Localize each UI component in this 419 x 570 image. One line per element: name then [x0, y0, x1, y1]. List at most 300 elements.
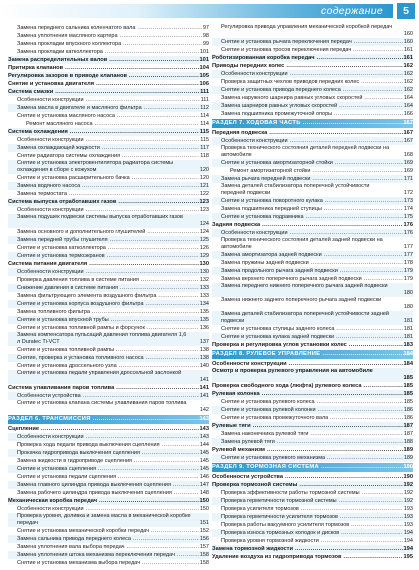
toc-entry-title: Снятие и установка рулевого механизма .....: [212, 454, 413, 462]
toc-entry-title: Снятие и установка ступицы заднего колеса .....: [212, 325, 413, 333]
toc-entry-page: 192: [403, 482, 413, 488]
toc-entry-title: Роботизированная коробка передач .....: [212, 54, 413, 62]
toc-entry[interactable]: [8, 332, 209, 346]
toc-entry[interactable]: [8, 543, 209, 551]
toc-entry-page: 136: [199, 325, 209, 331]
toc-entry-title: Замена переднего сальника коленчатого вала .....: [8, 24, 209, 32]
toc-entry-title: Снятие и установка электровентилятора радиатора системы охлаждения в сборе с кожухом: [17, 160, 174, 173]
toc-entry-title: Снятие, проверка и установка топливного насоса .....: [8, 354, 209, 362]
toc-entry[interactable]: [8, 174, 209, 182]
toc-entry-page: 176: [403, 222, 413, 228]
toc-entry[interactable]: [212, 251, 413, 259]
toc-entry-title: Система смазки .....: [8, 88, 209, 96]
toc-entry-title: Особенности устройства .....: [8, 392, 209, 400]
toc-entry-title: Замена уплотнения вала выбора передач .....: [8, 543, 209, 551]
toc-entry-page: 130: [199, 269, 209, 275]
toc-entry-page: 162: [403, 87, 413, 93]
toc-entry-page: 186: [403, 407, 413, 413]
toc-entry-page: 160: [403, 31, 413, 37]
toc-entry-page: 104: [199, 65, 209, 71]
toc-chapter-entry[interactable]: [212, 221, 413, 229]
toc-entry-page: 167: [403, 130, 413, 136]
toc-entry-title: Замена уплотнения штока механизма переключения передач .....: [8, 551, 209, 559]
toc-entry-title: Замена термостата .....: [8, 190, 209, 198]
toc-chapter-entry[interactable]: [8, 128, 209, 136]
toc-entry[interactable]: [212, 70, 413, 78]
toc-entry-title: Замена основного и дополнительного глушителей .....: [8, 228, 209, 236]
toc-entry[interactable]: [212, 46, 413, 54]
toc-entry-title: Регулировка привода управления механической коробкой передач: [221, 24, 393, 30]
toc-entry[interactable]: [8, 489, 209, 497]
toc-entry[interactable]: [212, 145, 413, 159]
toc-entry-title: Ремонт масляного насоса .....: [8, 120, 209, 128]
toc-entry-page: 130: [199, 261, 209, 267]
toc-entry-page: 135: [199, 317, 209, 323]
toc-entry-title: Снятие радиатора системы охлаждения .....: [8, 152, 209, 160]
toc-entry[interactable]: [8, 276, 209, 284]
toc-entry-title: РАЗДЕЛ 9. ТОРМОЗНАЯ СИСТЕМА .....: [212, 463, 413, 472]
toc-entry[interactable]: [8, 268, 209, 276]
toc-entry-title: Снятие и установка педали сцепления .....: [8, 473, 209, 481]
toc-entry[interactable]: [8, 24, 209, 32]
toc-chapter-entry[interactable]: [8, 198, 209, 206]
toc-chapter-entry[interactable]: [8, 80, 209, 88]
toc-chapter-entry[interactable]: [8, 64, 209, 72]
toc-entry-title: Замена шарниров равных угловых скоростей .....: [212, 102, 413, 110]
toc-section-heading[interactable]: [212, 463, 413, 472]
toc-entry-page: 117: [200, 145, 209, 151]
toc-entry[interactable]: [8, 316, 209, 324]
toc-entry-page: 162: [403, 79, 413, 85]
toc-entry-title: Снятие и установка кулака задней подвески .....: [212, 333, 413, 341]
toc-entry[interactable]: [8, 324, 209, 332]
toc-entry[interactable]: [8, 535, 209, 543]
toc-entry-page: 114: [200, 121, 209, 127]
toc-entry-page: 168: [403, 152, 413, 158]
toc-chapter-entry[interactable]: [212, 545, 413, 553]
toc-entry[interactable]: [8, 120, 209, 128]
toc-entry-page: 132: [199, 277, 209, 283]
toc-entry-page: 125: [199, 237, 209, 243]
toc-entry-title: Замена фильтрующего элемента воздушного фильтра .....: [8, 292, 209, 300]
toc-entry[interactable]: [212, 78, 413, 86]
toc-chapter-entry[interactable]: [8, 425, 209, 433]
toc-entry[interactable]: [212, 229, 413, 237]
toc-entry[interactable]: [8, 214, 209, 228]
toc-entry[interactable]: [8, 392, 209, 400]
toc-entry-title: Снятие и установка рычага переключения передач .....: [212, 38, 413, 46]
toc-entry-page: 123: [199, 207, 209, 213]
toc-entry-page: 185: [403, 383, 413, 389]
toc-entry[interactable]: [212, 275, 413, 283]
toc-entry[interactable]: [212, 159, 413, 167]
toc-entry[interactable]: [212, 183, 413, 197]
toc-entry-title: Замена распределительных валов .....: [8, 56, 209, 64]
toc-entry-page: 145: [199, 458, 209, 464]
toc-entry-title: Замена уплотнения масляного картера .....: [8, 32, 209, 40]
toc-chapter-entry[interactable]: [212, 473, 413, 481]
toc-entry-title: Замена продольного рычага задней подвески .....: [212, 267, 413, 275]
toc-entry[interactable]: [212, 311, 413, 325]
toc-entry-page: 105: [199, 73, 209, 79]
toc-entry[interactable]: [8, 96, 209, 104]
toc-entry-title: Проверка защитных чехлов приводов передних колес .....: [212, 78, 413, 86]
toc-entry[interactable]: [212, 38, 413, 46]
toc-entry[interactable]: [212, 167, 413, 175]
header-title: содержание: [321, 5, 383, 17]
toc-entry-page: 174: [403, 206, 413, 212]
toc-chapter-entry[interactable]: [212, 382, 413, 390]
toc-entry[interactable]: [212, 24, 413, 38]
toc-entry-page: 101: [199, 49, 209, 55]
toc-entry-title: РАЗДЕЛ 7. ХОДОВАЯ ЧАСТЬ .....: [212, 119, 413, 128]
toc-entry-page: 181: [403, 334, 413, 340]
toc-entry[interactable]: [8, 559, 209, 567]
toc-entry-title: Притирка клапанов .....: [8, 64, 209, 72]
toc-chapter-entry[interactable]: [8, 56, 209, 64]
toc-entry-page: 135: [199, 309, 209, 315]
toc-chapter-entry[interactable]: [8, 497, 209, 505]
toc-entry-page: 143: [199, 434, 209, 440]
toc-entry-page: 167: [403, 120, 413, 126]
toc-entry[interactable]: [212, 94, 413, 102]
toc-entry[interactable]: [212, 259, 413, 267]
toc-entry-page: 187: [403, 431, 413, 437]
toc-entry-page: 158: [199, 560, 209, 566]
toc-entry-page: 144: [199, 442, 209, 448]
toc-entry-title: Система охлаждения .....: [8, 128, 209, 136]
toc-entry-page: 189: [403, 447, 413, 453]
toc-entry[interactable]: [212, 267, 413, 275]
toc-entry-title: Проверка эффективности работы тормозной системы .....: [212, 489, 413, 497]
toc-entry-title: Снятие и установка дроссельного узла .....: [8, 362, 209, 370]
toc-entry[interactable]: [8, 228, 209, 236]
toc-entry[interactable]: [212, 175, 413, 183]
toc-entry-page: 189: [403, 455, 413, 461]
toc-entry-page: 121: [199, 183, 209, 189]
toc-entry-title: Проверка технического состояния деталей задней подвески на автомобиле: [221, 237, 383, 250]
toc-entry-page: 99: [202, 41, 209, 47]
toc-chapter-entry[interactable]: [212, 390, 413, 398]
toc-entry-page: 146: [199, 474, 209, 480]
toc-entry-page: 141: [199, 393, 209, 399]
toc-chapter-entry[interactable]: [212, 481, 413, 489]
toc-entry-title: Снятие и установка педали управления дроссельной заслонкой: [17, 370, 182, 376]
toc-entry[interactable]: [8, 354, 209, 362]
toc-entry[interactable]: [212, 454, 413, 462]
toc-entry[interactable]: [212, 137, 413, 145]
toc-entry-page: 134: [199, 301, 209, 307]
toc-entry[interactable]: [8, 465, 209, 473]
toc-entry[interactable]: [212, 505, 413, 513]
toc-entry-page: 171: [403, 176, 413, 182]
toc-entry[interactable]: [8, 136, 209, 144]
toc-entry-page: 179: [403, 276, 413, 282]
toc-entry-page: 164: [403, 103, 413, 109]
toc-entry[interactable]: [212, 110, 413, 118]
toc-entry-page: 152: [199, 528, 209, 534]
toc-entry-title: Замена передней трубы глушителя .....: [8, 236, 209, 244]
toc-entry-page: 143: [199, 416, 209, 422]
toc-entry-title: Замена охлаждающей жидкости .....: [8, 144, 209, 152]
toc-entry[interactable]: [8, 433, 209, 441]
toc-entry-page: 187: [403, 423, 413, 429]
toc-entry-title: Снятие и установка поворотного кулака .....: [212, 197, 413, 205]
toc-section-heading[interactable]: [212, 350, 413, 359]
toc-entry[interactable]: [8, 481, 209, 489]
toc-entry-page: 133: [199, 285, 209, 291]
toc-entry[interactable]: [8, 32, 209, 40]
toc-entry-title: Система выпуска отработавших газов .....: [8, 198, 209, 206]
toc-entry[interactable]: [212, 489, 413, 497]
toc-entry-title: Особенности конструкции .....: [8, 96, 209, 104]
toc-entry-title: Снятие и установка механической коробки передач .....: [8, 527, 209, 535]
toc-entry-page: 118: [200, 153, 209, 159]
toc-entry-title: Механическая коробка передач .....: [8, 497, 209, 505]
toc-entry-title: Замена рабочего цилиндра привода выключения сцепления .....: [8, 489, 209, 497]
toc-entry[interactable]: [8, 152, 209, 160]
toc-entry[interactable]: [212, 283, 413, 297]
toc-chapter-entry[interactable]: [8, 384, 209, 392]
toc-entry-title: Особенности конструкции .....: [212, 70, 413, 78]
toc-entry[interactable]: [8, 206, 209, 214]
toc-entry-page: 133: [199, 293, 209, 299]
toc-entry-title: Замена главного цилиндра привода выключения сцепления .....: [8, 481, 209, 489]
toc-entry[interactable]: [8, 104, 209, 112]
toc-entry-page: 115: [199, 129, 209, 135]
toc-entry[interactable]: [8, 160, 209, 174]
toc-entry-title: Снятие и установка термоэкранов .....: [8, 252, 209, 260]
toc-entry-title: Замена верхнего поперечного рычага задней подвески .....: [212, 275, 413, 283]
toc-entry-page: 158: [199, 552, 209, 558]
toc-entry-page: 176: [403, 230, 413, 236]
toc-entry-page: 161: [403, 55, 413, 61]
toc-entry-title: Регулировка зазоров в приводе клапанов .....: [8, 72, 209, 80]
toc-entry[interactable]: [8, 190, 209, 198]
toc-entry-title: Замена сальника привода переднего колеса .....: [8, 535, 209, 543]
toc-entry-title: Проверка уровня, доливка и замена масла в механической коробке передач: [17, 513, 191, 526]
toc-entry[interactable]: [8, 449, 209, 457]
toc-entry[interactable]: [8, 457, 209, 465]
toc-entry[interactable]: [8, 236, 209, 244]
toc-entry-title: Проверка свободного хода (люфта) рулевого колеса .....: [212, 382, 413, 390]
toc-entry-page: 120: [199, 167, 209, 173]
toc-entry-page: 97: [202, 25, 209, 31]
toc-entry-title: Замена компенсатора пульсаций давления топлива двигателя 1,6 л Duratec Ti-VCT: [17, 332, 187, 345]
toc-entry[interactable]: [212, 406, 413, 414]
toc-entry-page: 164: [403, 95, 413, 101]
toc-entry-page: 177: [403, 244, 413, 250]
toc-entry[interactable]: [212, 529, 413, 537]
toc-entry-title: Снятие и установка подрамника .....: [212, 213, 413, 221]
toc-chapter-entry[interactable]: [8, 88, 209, 96]
toc-entry-title: Проверка износа тормозных колодок и дисков .....: [212, 529, 413, 537]
toc-entry[interactable]: [212, 197, 413, 205]
toc-entry-title: Снятие и установка тросов переключения передач .....: [212, 46, 413, 54]
toc-entry-page: 173: [403, 198, 413, 204]
toc-entry[interactable]: [212, 521, 413, 529]
toc-chapter-entry[interactable]: [212, 62, 413, 70]
toc-entry[interactable]: [8, 252, 209, 260]
toc-entry-title: Проверка герметичности усилителя тормозов .....: [212, 513, 413, 521]
toc-chapter-entry[interactable]: [8, 72, 209, 80]
toc-entry-page: 141: [199, 377, 209, 383]
toc-entry-title: Проверка работы вакуумного усилителя тормозов .....: [212, 521, 413, 529]
toc-chapter-entry[interactable]: [212, 129, 413, 137]
toc-entry[interactable]: [8, 48, 209, 56]
toc-entry-page: 162: [403, 71, 413, 77]
toc-column-left: [8, 24, 209, 567]
toc-entry[interactable]: [212, 297, 413, 311]
toc-entry-page: 193: [403, 522, 413, 528]
toc-entry-page: 188: [403, 439, 413, 445]
toc-entry-title: Снятие и установка рулевой колонки .....: [212, 406, 413, 414]
toc-entry-page: 192: [403, 498, 413, 504]
toc-entry[interactable]: [212, 102, 413, 110]
toc-entry[interactable]: [8, 513, 209, 527]
toc-entry[interactable]: [8, 244, 209, 252]
toc-entry-title: Рулевой механизм .....: [212, 446, 413, 454]
toc-chapter-entry[interactable]: [212, 368, 413, 382]
toc-entry-page: 137: [199, 339, 209, 345]
toc-entry-title: Ремонт амортизаторной стойки .....: [212, 167, 413, 175]
toc-entry[interactable]: [212, 237, 413, 251]
toc-entry[interactable]: [8, 182, 209, 190]
toc-entry[interactable]: [212, 414, 413, 422]
toc-entry-title: Особенности конструкции .....: [212, 137, 413, 145]
toc-entry-title: Замена рычага передней подвески .....: [212, 175, 413, 183]
toc-entry-page: 167: [403, 138, 413, 144]
toc-entry-title: Замена рулевой тяги .....: [212, 438, 413, 446]
toc-chapter-entry[interactable]: [212, 54, 413, 62]
toc-entry[interactable]: [8, 292, 209, 300]
toc-entry-title: Снятие и установка механизма выбора передач .....: [8, 559, 209, 567]
toc-entry-page: 156: [199, 536, 209, 542]
toc-entry[interactable]: [212, 325, 413, 333]
toc-entry-page: 180: [403, 304, 413, 310]
toc-chapter-entry[interactable]: [212, 446, 413, 454]
toc-entry[interactable]: [212, 333, 413, 341]
toc-entry[interactable]: [8, 527, 209, 535]
toc-entry-page: 145: [199, 466, 209, 472]
toc-entry[interactable]: [212, 537, 413, 545]
toc-entry[interactable]: [212, 430, 413, 438]
toc-entry[interactable]: [8, 551, 209, 559]
toc-entry[interactable]: [212, 86, 413, 94]
toc-entry-title: Снятие и установка масляного насоса .....: [8, 112, 209, 120]
toc-entry[interactable]: [212, 513, 413, 521]
toc-entry-title: РАЗДЕЛ 8. РУЛЕВОЕ УПРАВЛЕНИЕ .....: [212, 350, 413, 359]
toc-entry-page: 184: [403, 351, 413, 357]
toc-chapter-entry[interactable]: [212, 341, 413, 349]
toc-entry[interactable]: [8, 284, 209, 292]
toc-entry-title: Замена пружины задней подвески .....: [212, 259, 413, 267]
toc-entry-title: Замена подшипника передней ступицы .....: [212, 205, 413, 213]
toc-chapter-entry[interactable]: [8, 260, 209, 268]
toc-entry-page: 106: [199, 81, 209, 87]
toc-entry[interactable]: [8, 300, 209, 308]
toc-entry-title: Снятие и установка сцепления .....: [8, 465, 209, 473]
toc-entry[interactable]: [212, 438, 413, 446]
toc-entry[interactable]: [8, 473, 209, 481]
toc-entry[interactable]: [8, 144, 209, 152]
toc-entry-page: 181: [403, 326, 413, 332]
toc-entry-page: 181: [403, 318, 413, 324]
toc-entry-page: 193: [403, 514, 413, 520]
toc-chapter-entry[interactable]: [212, 360, 413, 368]
toc-entry-title: Особенности конструкции .....: [8, 136, 209, 144]
toc-entry-title: Передняя подвеска .....: [212, 129, 413, 137]
toc-entry-page: 114: [200, 113, 209, 119]
toc-entry-title: Особенности конструкции .....: [212, 229, 413, 237]
toc-entry-page: 184: [403, 361, 413, 367]
toc-entry[interactable]: [8, 362, 209, 370]
toc-entry[interactable]: [8, 40, 209, 48]
toc-entry-title: Замена прокладки катколлектора .....: [8, 48, 209, 56]
toc-entry-page: 98: [202, 33, 209, 39]
toc-section-heading[interactable]: [8, 415, 209, 424]
toc-entry-page: 143: [199, 426, 209, 432]
toc-entry-title: Снижение давления в системе питания .....: [8, 284, 209, 292]
toc-entry-page: 166: [403, 111, 413, 117]
toc-chapter-entry[interactable]: [212, 422, 413, 430]
toc-entry-title: Замена нижнего заднего поперечного рычага задней подвески: [221, 297, 382, 303]
toc-entry-page: 124: [199, 229, 209, 235]
toc-entry[interactable]: [8, 370, 209, 384]
toc-entry-page: 180: [403, 290, 413, 296]
toc-entry-title: Рулевые тяги .....: [212, 422, 413, 430]
toc-entry-title: Замена подшипника промежуточной опоры .....: [212, 110, 413, 118]
toc-entry[interactable]: [8, 308, 209, 316]
toc-entry-title: Проверка и регулировка углов установки колес .....: [212, 341, 413, 349]
toc-entry-page: 126: [199, 245, 209, 251]
toc-entry-page: 138: [199, 347, 209, 353]
toc-entry-title: Замена тормозной жидкости .....: [212, 545, 413, 553]
toc-entry[interactable]: [8, 505, 209, 513]
toc-entry-title: Проверка усилителя тормозов .....: [212, 505, 413, 513]
toc-column-right: [212, 24, 413, 561]
toc-entry-title: Система улавливания паров топлива .....: [8, 384, 209, 392]
toc-entry-page: 186: [403, 415, 413, 421]
toc-entry-title: Особенности конструкции .....: [8, 433, 209, 441]
toc-entry[interactable]: [8, 112, 209, 120]
toc-chapter-entry[interactable]: [212, 553, 413, 561]
toc-entry-title: Проверка технического состояния деталей передней подвески на автомобиле: [221, 145, 390, 158]
toc-entry-page: 185: [403, 375, 413, 381]
toc-entry-page: 150: [199, 506, 209, 512]
toc-entry-title: Проверка давления топлива в системе питания .....: [8, 276, 209, 284]
toc-entry-page: 195: [403, 554, 413, 560]
toc-entry-title: Сцепление .....: [8, 425, 209, 433]
page-header: [0, 0, 419, 22]
toc-entry[interactable]: [212, 497, 413, 505]
toc-entry[interactable]: [8, 346, 209, 354]
toc-entry[interactable]: [8, 400, 209, 414]
toc-section-heading[interactable]: [212, 119, 413, 128]
toc-entry-title: Особенности конструкции .....: [8, 268, 209, 276]
toc-entry[interactable]: [212, 205, 413, 213]
toc-entry-page: 148: [199, 490, 209, 496]
toc-entry-title: Замена наконечника рулевой тяги .....: [212, 430, 413, 438]
toc-entry[interactable]: [8, 441, 209, 449]
toc-entry-page: 194: [403, 538, 413, 544]
toc-entry-title: Удаление воздуха из гидропривода тормозов .....: [212, 553, 413, 561]
toc-entry-page: 124: [199, 221, 209, 227]
toc-entry-title: Замена масла в двигателе и масляного фильтра .....: [8, 104, 209, 112]
toc-entry-title: Снятие и установка катколлектора .....: [8, 244, 209, 252]
toc-entry[interactable]: [212, 213, 413, 221]
toc-entry[interactable]: [212, 398, 413, 406]
